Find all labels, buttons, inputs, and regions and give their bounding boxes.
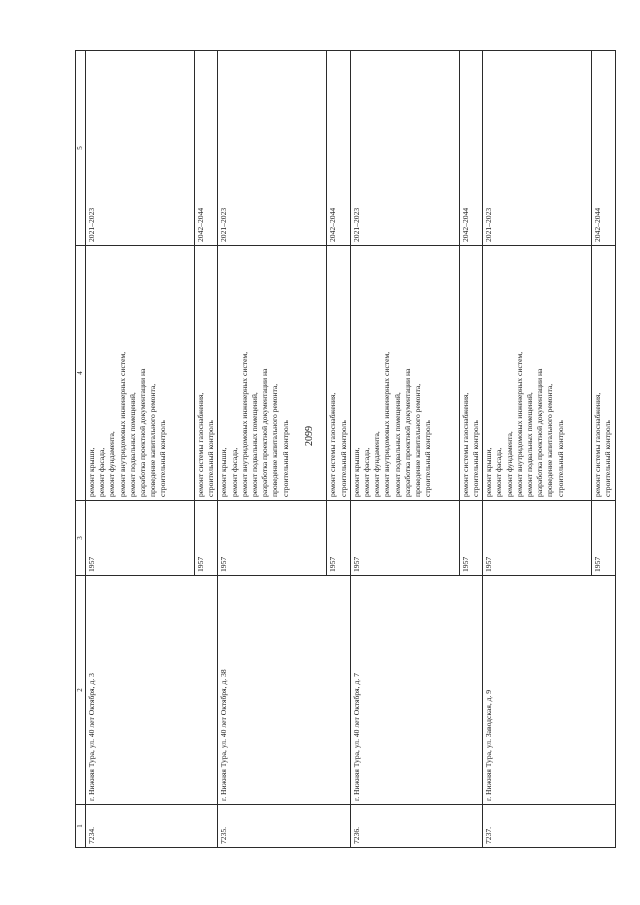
- repair-work-item: ремонт фасада,: [229, 447, 239, 497]
- repair-period: 2021–2023: [350, 51, 459, 246]
- repair-period: 2042–2044: [195, 51, 218, 246]
- repair-work-item: разработка проектной документации на: [535, 368, 545, 497]
- repair-work-item: ремонт системы газоснабжения,: [328, 392, 338, 497]
- repair-work-item: ремонт фасада,: [362, 447, 372, 497]
- repair-works: [459, 246, 482, 501]
- repair-works: [218, 246, 327, 501]
- construction-year: 1957: [327, 501, 350, 576]
- construction-year: 1957: [218, 501, 327, 576]
- column-header-5: 5: [76, 51, 86, 246]
- repair-work-item: ремонт крыши,: [87, 447, 96, 497]
- repair-work-item: ремонт фасада,: [494, 447, 504, 497]
- repair-work-item: ремонт фундамента,: [372, 431, 382, 497]
- entry-address: г. Нижняя Тура, ул. Заводская, д. 9: [483, 576, 615, 805]
- repair-work-item: ремонт подвальных помещений,: [127, 392, 137, 497]
- table-row: [350, 51, 459, 848]
- repair-work-item: ремонт системы газоснабжения,: [196, 392, 205, 497]
- construction-year: 1957: [195, 501, 218, 576]
- repair-period: 2042–2044: [592, 51, 615, 246]
- repair-works: [592, 246, 615, 501]
- repair-period: 2042–2044: [327, 51, 350, 246]
- repair-work-item: строительный контроль: [471, 420, 481, 497]
- repair-work-item: проведение капитального ремонта,: [148, 383, 158, 497]
- repair-work-item: строительный контроль: [423, 420, 433, 497]
- table-header-row: [76, 51, 86, 848]
- entry-number: 7235.: [218, 805, 350, 848]
- construction-year: 1957: [592, 501, 615, 576]
- repair-work-item: ремонт внутридомовых инженерных систем,: [117, 351, 127, 497]
- repair-work-item: разработка проектной документации на: [260, 368, 270, 497]
- repair-work-item: ремонт подвальных помещений,: [250, 392, 260, 497]
- table-row: [86, 51, 195, 848]
- repair-work-item: ремонт внутридомовых инженерных систем,: [382, 351, 392, 497]
- column-header-2: 2: [76, 576, 86, 805]
- page-number: 2099: [304, 426, 315, 446]
- repair-work-item: проведение капитального ремонта,: [545, 383, 555, 497]
- column-header-3: 3: [76, 501, 86, 576]
- repair-work-item: ремонт внутридомовых инженерных систем,: [239, 351, 249, 497]
- repair-works: [86, 246, 195, 501]
- column-header-4: 4: [76, 246, 86, 501]
- entry-number: 7237.: [483, 805, 615, 848]
- repair-work-item: строительный контроль: [338, 420, 348, 497]
- repair-work-item: строительный контроль: [158, 420, 168, 497]
- repair-works: [350, 246, 459, 501]
- repair-work-item: ремонт фасада,: [97, 447, 107, 497]
- entry-number: 7236.: [350, 805, 482, 848]
- column-header-1: 1: [76, 805, 86, 848]
- repair-works: [483, 246, 592, 501]
- entry-number: 7234.: [86, 805, 218, 848]
- repair-work-item: ремонт системы газоснабжения,: [593, 392, 603, 497]
- repair-work-item: ремонт крыши,: [351, 447, 361, 497]
- repair-work-item: ремонт подвальных помещений,: [392, 392, 402, 497]
- repair-period: 2021–2023: [483, 51, 592, 246]
- repair-period: 2021–2023: [218, 51, 327, 246]
- entry-address: г. Нижняя Тура, ул. 40 лет Октября, д. 3: [86, 576, 218, 805]
- repair-work-item: ремонт фундамента,: [107, 431, 117, 497]
- entry-address: г. Нижняя Тура, ул. 40 лет Октября, д. 7: [350, 576, 482, 805]
- repair-work-item: ремонт крыши,: [484, 447, 494, 497]
- construction-year: 1957: [350, 501, 459, 576]
- repair-work-item: ремонт крыши,: [219, 447, 229, 497]
- repair-work-item: строительный контроль: [280, 420, 290, 497]
- table-row: [218, 51, 327, 848]
- repair-work-item: разработка проектной документации на: [402, 368, 412, 497]
- repair-work-item: проведение капитального ремонта,: [413, 383, 423, 497]
- repair-works: [327, 246, 350, 501]
- repair-work-item: строительный контроль: [206, 420, 216, 497]
- construction-year: 1957: [483, 501, 592, 576]
- capital-repair-table: [75, 50, 616, 848]
- repair-work-item: ремонт подвальных помещений,: [525, 392, 535, 497]
- entry-address: г. Нижняя Тура, ул. 40 лет Октября, д. 38: [218, 576, 350, 805]
- repair-period: 2042–2044: [459, 51, 482, 246]
- repair-works: [195, 246, 218, 501]
- repair-work-item: ремонт системы газоснабжения,: [460, 392, 470, 497]
- construction-year: 1957: [459, 501, 482, 576]
- repair-work-item: разработка проектной документации на: [138, 368, 148, 497]
- repair-work-item: строительный контроль: [603, 420, 613, 497]
- repair-work-item: ремонт внутридомовых инженерных систем,: [514, 351, 524, 497]
- construction-year: 1957: [86, 501, 195, 576]
- repair-work-item: строительный контроль: [555, 420, 565, 497]
- table-row: [483, 51, 592, 848]
- repair-work-item: проведение капитального ремонта,: [270, 383, 280, 497]
- repair-period: 2021–2023: [86, 51, 195, 246]
- document-table-wrapper: [75, 76, 613, 848]
- repair-work-item: ремонт фундамента,: [504, 431, 514, 497]
- table-body: [86, 51, 616, 848]
